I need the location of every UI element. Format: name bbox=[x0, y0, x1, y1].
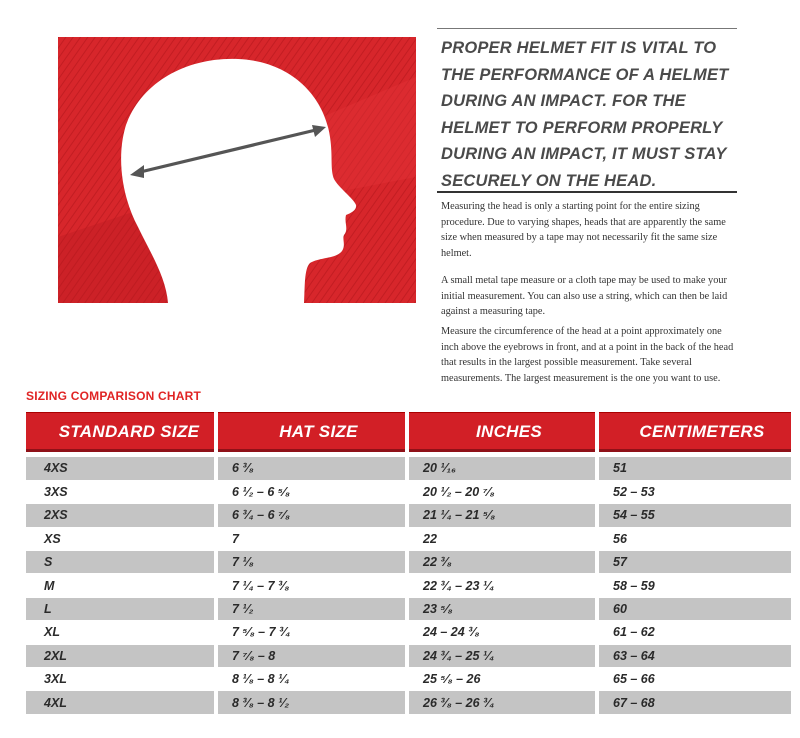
cell-centimeters: 60 bbox=[597, 597, 791, 620]
cell-hat-size: 7 ¹⁄₂ bbox=[216, 597, 407, 620]
cell-centimeters: 54 – 55 bbox=[597, 504, 791, 527]
cell-inches: 26 ³⁄₈ – 26 ³⁄₄ bbox=[407, 691, 597, 714]
table-row bbox=[26, 480, 791, 503]
cell-inches: 23 ⁵⁄₈ bbox=[407, 597, 597, 620]
cell-hat-size: 7 ⁷⁄₈ – 8 bbox=[216, 644, 407, 667]
cell-centimeters: 58 – 59 bbox=[597, 574, 791, 597]
header-standard-size: STANDARD SIZE bbox=[26, 412, 214, 452]
table-row bbox=[26, 621, 791, 644]
cell-hat-size: 7 ¹⁄₈ bbox=[216, 551, 407, 574]
cell-inches: 22 ³⁄₄ – 23 ¹⁄₄ bbox=[407, 574, 597, 597]
cell-standard-size: XL bbox=[26, 621, 216, 644]
cell-centimeters: 65 – 66 bbox=[597, 668, 791, 691]
header-inches: INCHES bbox=[409, 412, 595, 452]
cell-hat-size: 7 ⁵⁄₈ – 7 ³⁄₄ bbox=[216, 621, 407, 644]
cell-inches: 22 bbox=[407, 527, 597, 550]
table-row bbox=[26, 457, 791, 480]
table-row bbox=[26, 527, 791, 550]
paragraph-tape: A small metal tape measure or a cloth tape may be used to make your initial measurement. You can also use a string, which can then be laid against a measuring tape. bbox=[441, 275, 728, 317]
head-measurement-figure bbox=[58, 37, 416, 303]
cell-centimeters: 63 – 64 bbox=[597, 644, 791, 667]
cell-standard-size: M bbox=[26, 574, 216, 597]
cell-hat-size: 8 ¹⁄₈ – 8 ¹⁄₄ bbox=[216, 668, 407, 691]
header-cell-hat-size bbox=[216, 412, 407, 457]
cell-standard-size: 2XS bbox=[26, 504, 216, 527]
table-row bbox=[26, 574, 791, 597]
cell-inches: 22 ³⁄₈ bbox=[407, 551, 597, 574]
cell-standard-size: 4XS bbox=[26, 457, 216, 480]
cell-inches: 20 ¹⁄₁₆ bbox=[407, 457, 597, 480]
cell-centimeters: 51 bbox=[597, 457, 791, 480]
cell-inches: 24 – 24 ³⁄₈ bbox=[407, 621, 597, 644]
cell-hat-size: 8 ³⁄₈ – 8 ¹⁄₂ bbox=[216, 691, 407, 714]
sizing-table bbox=[26, 412, 791, 715]
cell-centimeters: 67 – 68 bbox=[597, 691, 791, 714]
paragraph-circumference: Measure the circumference of the head at a point approximately one inch above the eyebrows in front, and at a point in the back of the head that results in the largest possible measurement. Take several measurements. The largest measurement is the one you want to use. bbox=[441, 326, 734, 384]
cell-hat-size: 6 ³⁄₄ – 6 ⁷⁄₈ bbox=[216, 504, 407, 527]
paragraph-measuring: Measuring the head is only a starting point for the entire sizing procedure. Due to varying shapes, heads that are apparently the same size when measured by a tape may not necessarily fit the same size helmet. bbox=[441, 201, 726, 259]
chart-title: SIZING COMPARISON CHART bbox=[26, 389, 202, 403]
cell-inches: 20 ¹⁄₂ – 20 ⁷⁄₈ bbox=[407, 480, 597, 503]
cell-standard-size: 3XL bbox=[26, 668, 216, 691]
cell-hat-size: 7 bbox=[216, 527, 407, 550]
table-row bbox=[26, 504, 791, 527]
header-cell-inches bbox=[407, 412, 597, 457]
header-cell-standard-size bbox=[26, 412, 216, 457]
sizing-table-body bbox=[26, 457, 791, 714]
cell-standard-size: L bbox=[26, 597, 216, 620]
cell-standard-size: 2XL bbox=[26, 644, 216, 667]
table-row bbox=[26, 597, 791, 620]
cell-standard-size: XS bbox=[26, 527, 216, 550]
cell-centimeters: 56 bbox=[597, 527, 791, 550]
cell-hat-size: 7 ¹⁄₄ – 7 ³⁄₈ bbox=[216, 574, 407, 597]
headline: PROPER HELMET FIT IS VITAL TO THE PERFORMANCE OF A HELMET DURING AN IMPACT. FOR THE HELMET TO PERFORM PROPERLY DURING AN IMPACT, IT MUST STAY SECURELY ON THE HEAD. bbox=[441, 39, 729, 190]
cell-inches: 25 ⁵⁄₈ – 26 bbox=[407, 668, 597, 691]
cell-standard-size: S bbox=[26, 551, 216, 574]
header-hat-size: HAT SIZE bbox=[218, 412, 405, 452]
cell-hat-size: 6 ¹⁄₂ – 6 ⁵⁄₈ bbox=[216, 480, 407, 503]
cell-centimeters: 61 – 62 bbox=[597, 621, 791, 644]
header-cell-centimeters bbox=[597, 412, 791, 457]
cell-hat-size: 6 ³⁄₈ bbox=[216, 457, 407, 480]
cell-standard-size: 3XS bbox=[26, 480, 216, 503]
cell-standard-size: 4XL bbox=[26, 691, 216, 714]
head-measurement-icon bbox=[58, 37, 416, 303]
cell-centimeters: 57 bbox=[597, 551, 791, 574]
table-row bbox=[26, 691, 791, 714]
table-row bbox=[26, 668, 791, 691]
top-rule bbox=[437, 28, 737, 29]
cell-centimeters: 52 – 53 bbox=[597, 480, 791, 503]
cell-inches: 21 ¹⁄₄ – 21 ⁵⁄₈ bbox=[407, 504, 597, 527]
cell-inches: 24 ³⁄₄ – 25 ¹⁄₄ bbox=[407, 644, 597, 667]
table-row bbox=[26, 644, 791, 667]
header-centimeters: CENTIMETERS bbox=[599, 412, 791, 452]
headline-rule bbox=[437, 191, 737, 193]
table-row bbox=[26, 551, 791, 574]
